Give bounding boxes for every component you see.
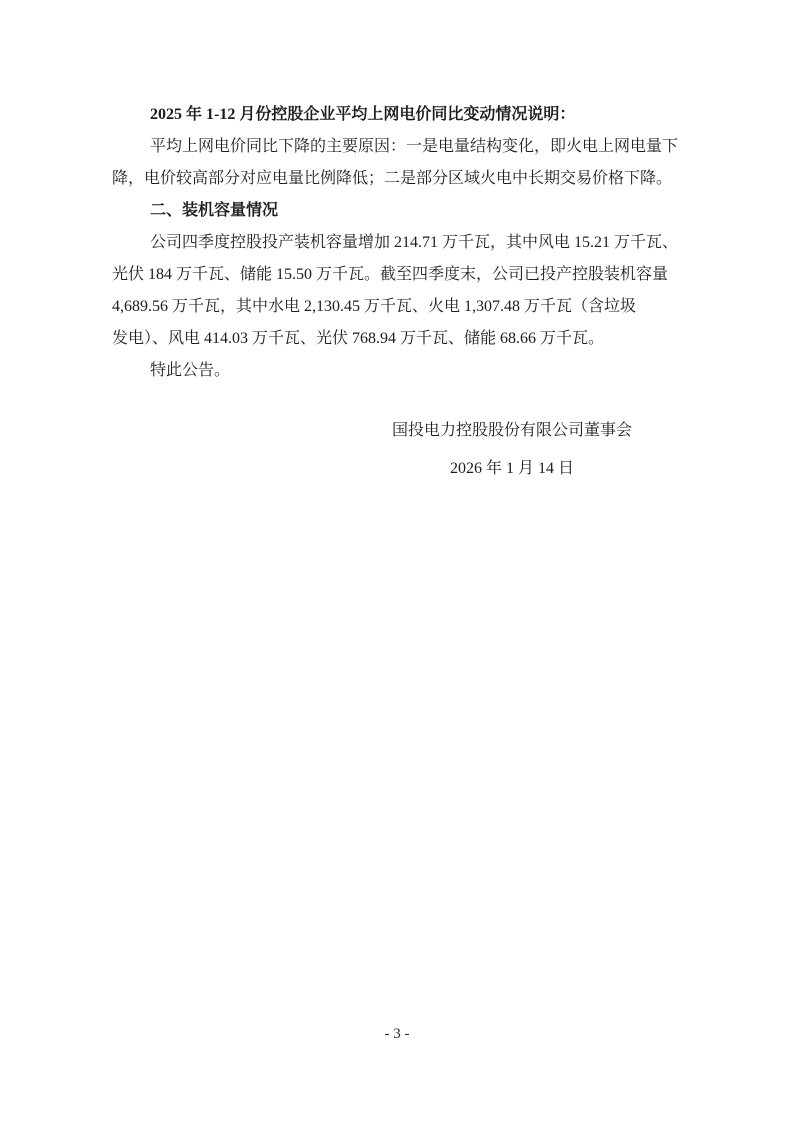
section2-heading: 二、装机容量情况 xyxy=(150,202,279,219)
section1-heading: 2025 年 1-12 月份控股企业平均上网电价同比变动情况说明： xyxy=(150,106,576,123)
closing-line: 特此公告。 xyxy=(150,362,231,379)
signature-line: 国投电力控股股份有限公司董事会 xyxy=(391,422,632,439)
date-line: 2026 年 1 月 14 日 xyxy=(449,460,574,477)
signature-block xyxy=(344,415,680,485)
paragraph-line: 公司四季度控股投产装机容量增加 214.71 万千瓦，其中风电 15.21 万千瓦、 xyxy=(150,234,679,251)
paragraph-line: 平均上网电价同比下降的主要原因：一是电量结构变化，即火电上网电量下 xyxy=(150,138,679,155)
paragraph-line: 降，电价较高部分对应电量比例降低；二是部分区域火电中长期交易价格下降。 xyxy=(112,170,673,187)
paragraph-line: 光伏 184 万千瓦、储能 15.50 万千瓦。截至四季度末，公司已投产控股装机容量 xyxy=(112,266,669,283)
paragraph-line: 4,689.56 万千瓦，其中水电 2,130.45 万千瓦、火电 1,307.48 万千瓦（含垃圾 xyxy=(112,298,637,315)
paragraph-line: 发电）、风电 414.03 万千瓦、光伏 768.94 万千瓦、储能 68.66 万千瓦。 xyxy=(112,330,605,347)
document-body xyxy=(112,99,680,485)
page-number: - 3 - xyxy=(384,1026,410,1042)
